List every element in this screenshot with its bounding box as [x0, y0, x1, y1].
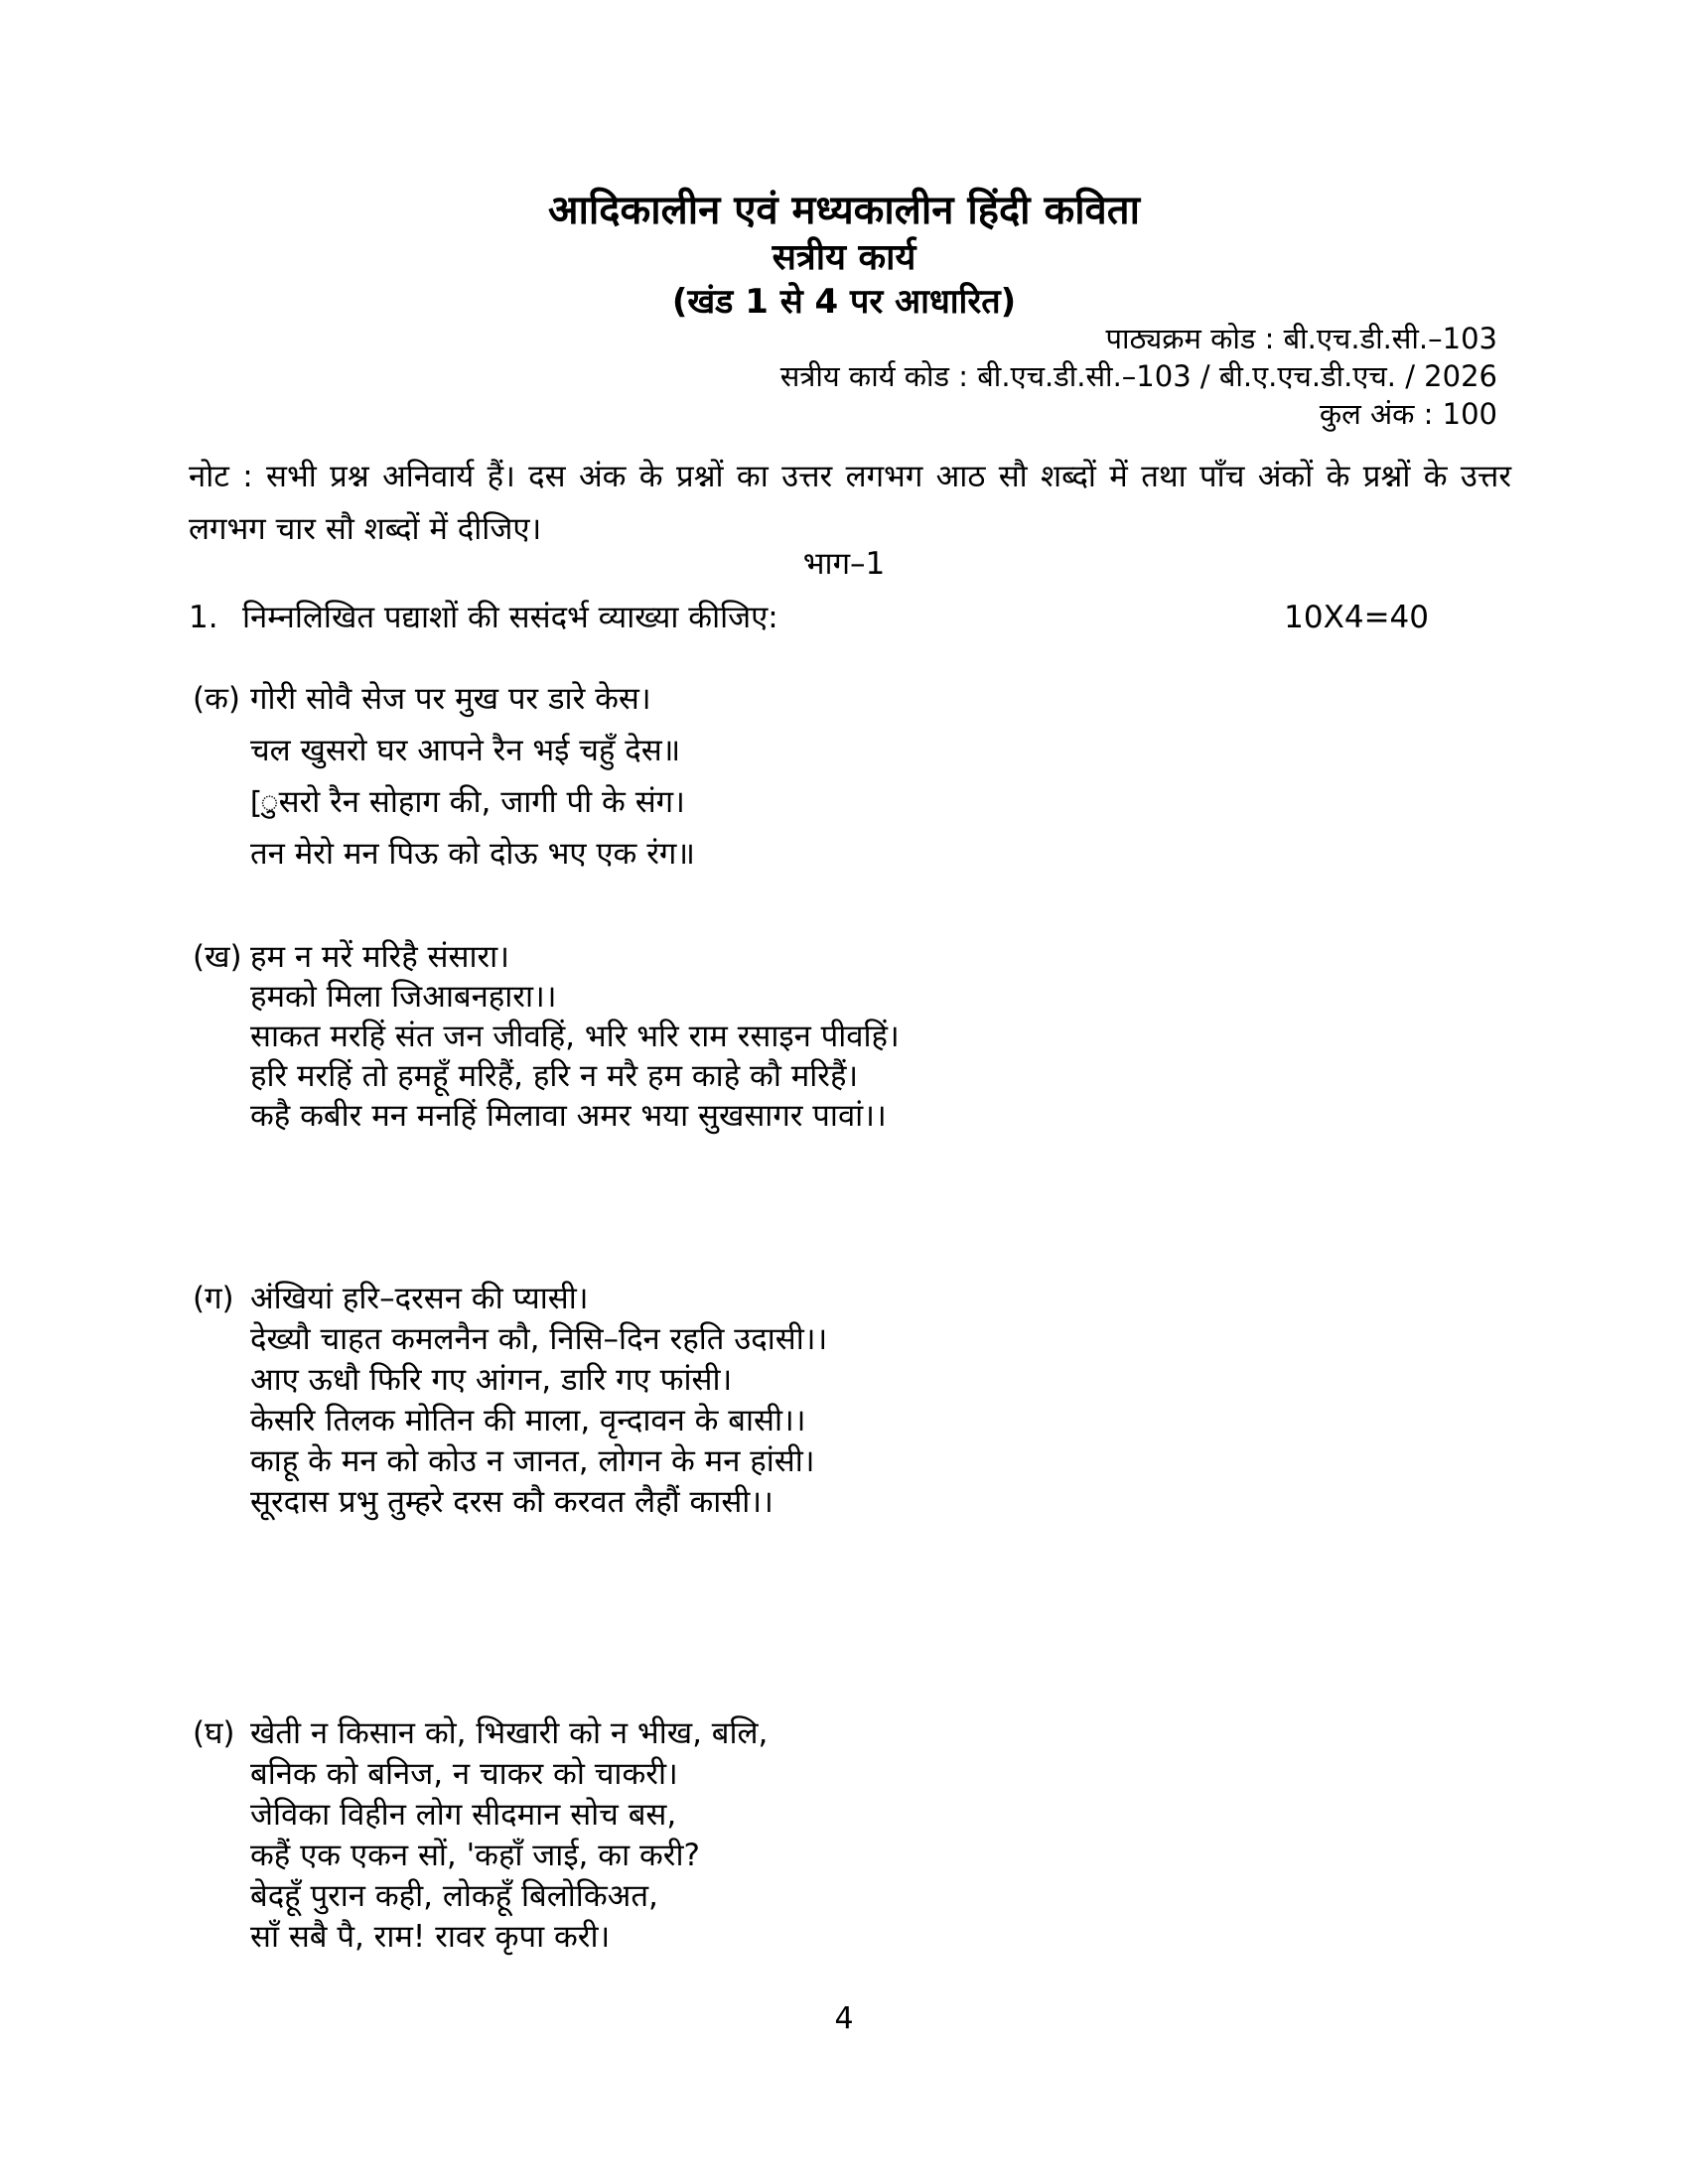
- poem-line: देख्यौ चाहत कमलनैन कौ, निसि–दिन रहति उदासी।।: [250, 1321, 828, 1357]
- poem-line: खेती न किसान को, भिखारी को न भीख, बलि,: [250, 1715, 769, 1751]
- poem-line: कहैं एक एकन सों, 'कहाँ जाई, का करी?: [250, 1838, 700, 1873]
- poem-line: सूरदास प्रभु तुम्हरे दरस कौ करवत लैहौं कासी।।: [250, 1484, 774, 1520]
- part-heading: भाग–1: [802, 546, 886, 582]
- page-basis: (खंड 1 से 4 पर आधारित): [671, 282, 1017, 322]
- section-label: (ख): [193, 939, 242, 975]
- course-code-line: पाठ्यक्रम कोड : बी.एच.डी.सी.–103: [1105, 322, 1497, 355]
- poem-section: [189, 1713, 1599, 1958]
- poem-line: तन मेरो मन पिऊ को दोऊ भए एक रंग॥: [250, 836, 695, 872]
- poem-line: बेदहूँ पुरान कही, लोकहूँ बिलोकिअत,: [250, 1878, 658, 1914]
- poem-line: हमको मिला जिआबनहारा।।: [250, 979, 557, 1015]
- poem-lines: [250, 1279, 1599, 1523]
- poem-line: आए ऊधौ फिरि गए आंगन, डारि गए फांसी।: [250, 1362, 733, 1398]
- poem-line: [ुसरो रैन सोहाग की, जागी पी के संग।: [250, 784, 685, 820]
- poem-lines: [250, 673, 1599, 880]
- poem-lines: [250, 937, 1599, 1136]
- poem-section: [189, 937, 1599, 1136]
- poem-line: अंखियां हरि–दरसन की प्यासी।: [250, 1281, 589, 1316]
- poem-line: गोरी सोवै सेज पर मुख पर डारे केस।: [250, 681, 651, 717]
- poem-line: बनिक को बनिज, न चाकर को चाकरी।: [250, 1756, 678, 1792]
- question-text: निम्नलिखित पद्याशों की ससंदर्भ व्याख्या कीजिए:: [242, 600, 778, 635]
- question-row: [189, 596, 1511, 637]
- poem-line: हरि मरहिं तो हमहूँ मरिहैं, हरि न मरै हम काहे कौ मरिहैं।: [250, 1058, 859, 1094]
- poem-line: हम न मरें मरिहै संसारा।: [250, 939, 509, 975]
- poem-line: साकत मरहिं संत जन जीवहिं, भरि भरि राम रसाइन पीवहिं।: [250, 1019, 900, 1054]
- section-label: (क): [193, 681, 240, 717]
- poem-lines: [250, 1713, 1599, 1958]
- poem-line: केसरि तिलक मोतिन की माला, वृन्दावन के बासी।।: [250, 1403, 806, 1438]
- course-code-line: सत्रीय कार्य कोड : बी.एच.डी.सी.–103 / बी.ए.एच.डी.एच. / 2026: [779, 359, 1497, 393]
- verse-sections: [189, 673, 1599, 1958]
- poem-section: [189, 673, 1599, 880]
- page-title: आदिकालीन एवं मध्यकालीन हिंदी कविता: [548, 188, 1140, 233]
- poem-line: जेविका विहीन लोग सीदमान सोच बस,: [250, 1797, 677, 1833]
- page-number: 4: [834, 2001, 854, 2036]
- poem-line: कहै कबीर मन मनहिं मिलावा अमर भया सुखसागर पावां।।: [250, 1098, 887, 1134]
- question-number: 1.: [189, 600, 218, 635]
- question-marks: 10X4=40: [1284, 600, 1429, 635]
- section-label: (ग): [193, 1281, 234, 1316]
- poem-line: साँ सबै पै, राम! रावर कृपा करी।: [250, 1919, 611, 1955]
- page-subtitle: सत्रीय कार्य: [772, 237, 916, 278]
- course-codes-block: [780, 320, 1497, 433]
- header: [0, 185, 1688, 324]
- course-code-line: कुल अंक : 100: [1319, 397, 1497, 431]
- poem-line: काहू के मन को कोउ न जानत, लोगन के मन हांसी।: [250, 1443, 815, 1479]
- poem-section: [189, 1279, 1599, 1523]
- poem-line: चल खुसरो घर आपने रैन भई चहुँ देस॥: [250, 733, 681, 768]
- section-label: (घ): [193, 1715, 235, 1751]
- instructions-note: नोट : सभी प्रश्न अनिवार्य हैं। दस अंक के प्रश्नों का उत्तर लगभग आठ सौ शब्दों में तथा पाँच अंकों के प्रश्नों के उत्तर लगभग चार सौ शब्दों में दीजिए।: [189, 459, 1511, 547]
